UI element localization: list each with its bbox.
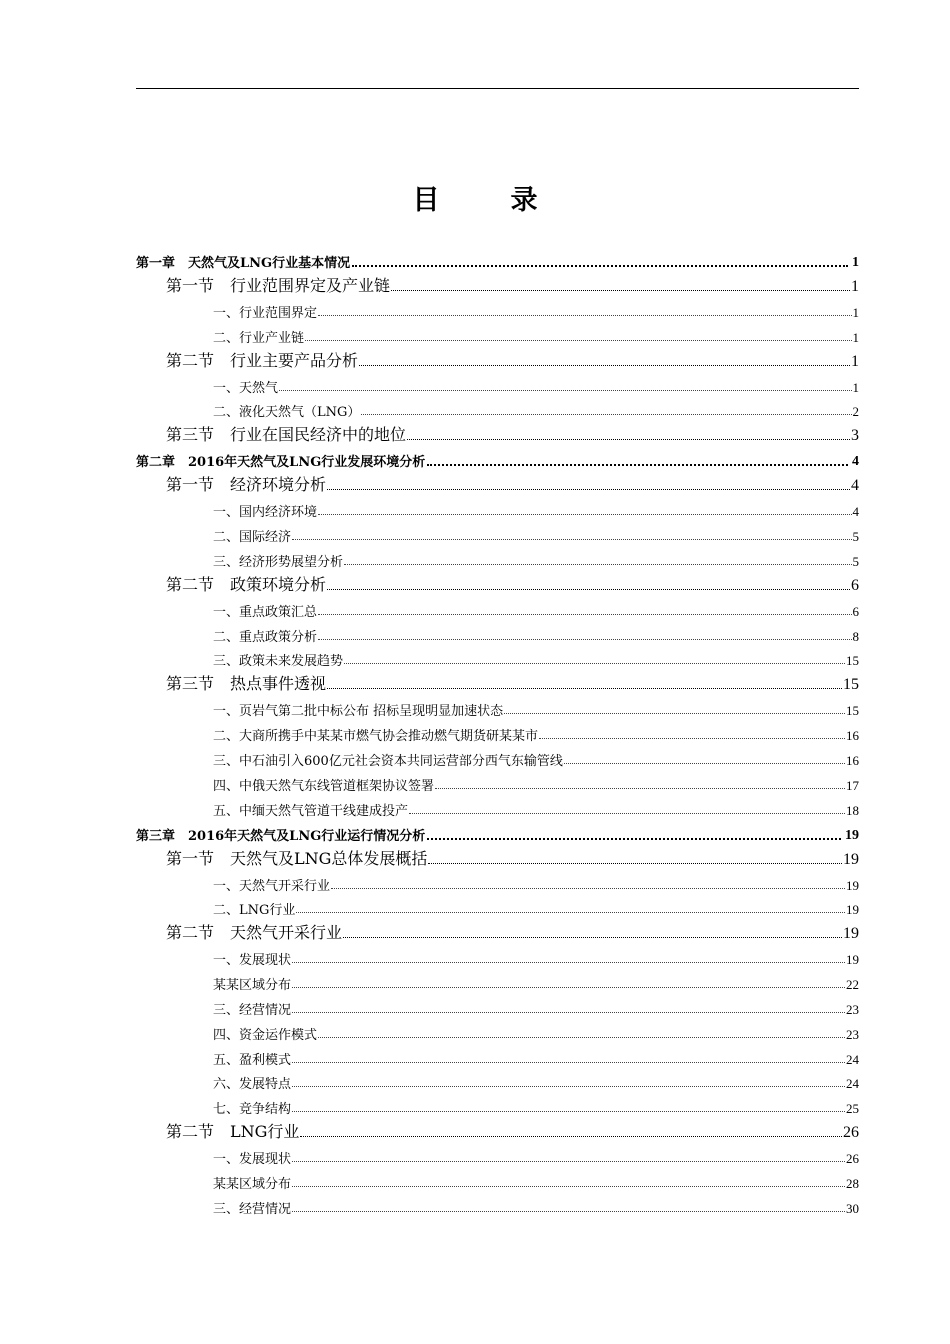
toc-page-number: 6 <box>852 603 859 619</box>
toc-page-number: 1 <box>852 255 859 270</box>
toc-leader-dots <box>296 912 845 913</box>
toc-entry-text: 六、发展特点 <box>213 1077 292 1093</box>
toc-page-number: 16 <box>846 728 859 744</box>
toc-item-entry[interactable] <box>136 794 859 819</box>
toc-page-number: 23 <box>846 1001 859 1017</box>
toc-entry-text: 一、天然气开采行业 <box>213 878 331 894</box>
toc-leader-dots <box>279 390 851 391</box>
toc-page-number: 19 <box>846 877 859 893</box>
toc-leader-dots <box>409 813 845 814</box>
toc-entry-text: 一、国内经济环境 <box>213 505 318 521</box>
toc-page-number: 1 <box>852 304 859 320</box>
toc-entry-text: 二、LNG行业 <box>213 903 296 919</box>
toc-item-entry[interactable] <box>136 645 859 670</box>
toc-section-entry[interactable] <box>136 570 859 595</box>
toc-page-number: 24 <box>846 1051 859 1067</box>
toc-item-entry[interactable] <box>136 520 859 545</box>
toc-page-number: 6 <box>851 576 859 594</box>
toc-leader-dots <box>435 788 845 789</box>
toc-page-number: 4 <box>852 504 859 520</box>
toc-section-entry[interactable] <box>136 420 859 445</box>
toc-page-number: 26 <box>843 1124 859 1142</box>
toc-page-number: 30 <box>846 1200 859 1216</box>
toc-entry-text: 二、行业产业链 <box>213 330 305 346</box>
toc-leader-dots <box>564 763 845 764</box>
toc-entry-text: 第一章 天然气及LNG行业基本情况 <box>136 256 351 271</box>
toc-leader-dots <box>292 1186 845 1187</box>
toc-leader-dots <box>318 315 851 316</box>
toc-leader-dots <box>407 439 850 440</box>
toc-section-entry[interactable] <box>136 346 859 371</box>
toc-leader-dots <box>292 1062 845 1063</box>
toc-page-number: 4 <box>851 477 859 495</box>
toc-leader-dots <box>343 937 842 938</box>
toc-item-entry[interactable] <box>136 744 859 769</box>
toc-leader-dots <box>344 564 851 565</box>
toc-item-entry[interactable] <box>136 296 859 321</box>
toc-entry-text: 一、页岩气第二批中标公布 招标呈现明显加速状态 <box>213 704 504 720</box>
toc-leader-dots <box>292 987 845 988</box>
toc-leader-dots <box>427 838 841 840</box>
toc-item-entry[interactable] <box>136 495 859 520</box>
toc-item-entry[interactable] <box>136 396 859 421</box>
toc-item-entry[interactable] <box>136 1018 859 1043</box>
toc-entry-text: 一、重点政策汇总 <box>213 604 318 620</box>
toc-page-number: 4 <box>852 454 859 470</box>
toc-entry-text: 三、中石油引入600亿元社会资本共同运营部分西气东输管线 <box>213 753 563 769</box>
toc-leader-dots <box>318 1037 845 1038</box>
toc-section-entry[interactable] <box>136 844 859 869</box>
toc-title: 目 录 <box>412 185 560 216</box>
toc-item-entry[interactable] <box>136 993 859 1018</box>
toc-entry-text: 三、经济形势展望分析 <box>213 554 344 570</box>
toc-chapter-entry[interactable] <box>136 819 859 844</box>
toc-entry-text: 一、发展现状 <box>213 1152 292 1168</box>
toc-entry-text: 五、盈利模式 <box>213 1052 292 1068</box>
toc-entry-text: 第一节 行业范围界定及产业链 <box>166 276 391 295</box>
toc-page-number: 16 <box>846 752 859 768</box>
toc-item-entry[interactable] <box>136 968 859 993</box>
toc-leader-dots <box>361 414 851 415</box>
toc-section-entry[interactable] <box>136 1117 859 1142</box>
toc-item-entry[interactable] <box>136 1142 859 1167</box>
toc-chapter-entry[interactable] <box>136 445 859 470</box>
toc-leader-dots <box>539 738 845 739</box>
toc-leader-dots <box>359 365 850 366</box>
toc-page-number: 1 <box>851 278 859 295</box>
toc-leader-dots <box>292 1012 845 1013</box>
toc-item-entry[interactable] <box>136 620 859 645</box>
toc-entry-text: 三、经营情况 <box>213 1201 292 1217</box>
toc-item-entry[interactable] <box>136 943 859 968</box>
toc-entry-text: 二、国际经济 <box>213 530 292 546</box>
toc-entry-text: 三、政策未来发展趋势 <box>213 654 344 670</box>
toc-leader-dots <box>318 514 851 515</box>
toc-entry-text: 第三节 热点事件透视 <box>166 674 327 694</box>
toc-page-number: 8 <box>852 628 859 644</box>
toc-page-number: 3 <box>851 427 859 445</box>
toc-entry-text: 第三章 2016年天然气及LNG行业运行情况分析 <box>136 828 426 844</box>
toc-item-entry[interactable] <box>136 321 859 346</box>
toc-page-number: 1 <box>852 329 859 345</box>
toc-leader-dots <box>292 539 851 540</box>
toc-entry-text: 第二章 2016年天然气及LNG行业发展环境分析 <box>136 455 426 471</box>
toc-entry-text: 四、资金运作模式 <box>213 1027 318 1043</box>
toc-item-entry[interactable] <box>136 1068 859 1093</box>
toc-item-entry[interactable] <box>136 1043 859 1068</box>
header-rule <box>136 88 859 89</box>
toc-entry-text: 某某区域分布 <box>213 978 292 994</box>
toc-section-entry[interactable] <box>136 470 859 495</box>
toc-leader-dots <box>352 265 848 267</box>
toc-page-number: 19 <box>846 952 859 968</box>
toc-leader-dots <box>300 1136 842 1137</box>
toc-leader-dots <box>327 589 850 590</box>
toc-entry-text: 七、竞争结构 <box>213 1102 292 1118</box>
toc-page-number: 24 <box>846 1076 859 1092</box>
toc-entry-text: 二、重点政策分析 <box>213 629 318 645</box>
toc-page-number: 19 <box>843 850 859 868</box>
toc-page-number: 1 <box>852 379 859 395</box>
toc-section-entry[interactable] <box>136 918 859 943</box>
toc-page-number: 17 <box>846 777 859 793</box>
toc-page-number: 1 <box>851 352 859 370</box>
toc-item-entry[interactable] <box>136 894 859 919</box>
toc-entry-text: 第一节 经济环境分析 <box>166 475 327 495</box>
toc-section-entry[interactable] <box>136 271 859 296</box>
toc-entry-text: 某某区域分布 <box>213 1176 292 1192</box>
toc-leader-dots <box>331 888 845 889</box>
toc-item-entry[interactable] <box>136 1192 859 1217</box>
toc-page-number: 25 <box>846 1101 859 1117</box>
toc-item-entry[interactable] <box>136 769 859 794</box>
toc-leader-dots <box>292 1086 845 1087</box>
toc-item-entry[interactable] <box>136 1167 859 1192</box>
toc-page-number: 23 <box>846 1026 859 1042</box>
toc-entry-text: 第二节 LNG行业 <box>166 1122 300 1142</box>
toc-leader-dots <box>292 1111 845 1112</box>
toc-item-entry[interactable] <box>136 719 859 744</box>
toc-entry-text: 一、发展现状 <box>213 953 292 969</box>
toc-page-number: 18 <box>846 802 859 818</box>
toc-item-entry[interactable] <box>136 371 859 396</box>
toc-page-number: 5 <box>852 529 859 545</box>
toc-entry-text: 第二节 行业主要产品分析 <box>166 350 359 370</box>
toc-item-entry[interactable] <box>136 1092 859 1117</box>
toc-section-entry[interactable] <box>136 669 859 694</box>
toc-leader-dots <box>428 863 842 864</box>
toc-leader-dots <box>305 340 851 341</box>
toc-page-number: 19 <box>846 902 859 918</box>
toc-item-entry[interactable] <box>136 694 859 719</box>
toc-page-number: 22 <box>846 977 859 993</box>
toc-leader-dots <box>504 713 845 714</box>
toc-entry-text: 二、液化天然气（LNG） <box>213 405 361 421</box>
toc-item-entry[interactable] <box>136 545 859 570</box>
toc-page-number: 15 <box>846 703 859 719</box>
toc-leader-dots <box>292 962 845 963</box>
toc-page-number: 5 <box>852 553 859 569</box>
toc-entry-text: 四、中俄天然气东线管道框架协议签署 <box>213 778 435 794</box>
toc-leader-dots <box>292 1161 845 1162</box>
toc-entry-text: 第三节 行业在国民经济中的地位 <box>166 425 407 445</box>
toc-entry-text: 一、天然气 <box>213 380 279 396</box>
toc-page-number: 15 <box>843 676 859 694</box>
toc-page-number: 19 <box>843 925 859 943</box>
toc-entry-text: 五、中缅天然气管道干线建成投产 <box>213 803 409 819</box>
toc-page-number: 2 <box>852 404 859 420</box>
toc-page-number: 19 <box>845 827 859 843</box>
toc-leader-dots <box>318 614 851 615</box>
toc-entry-text: 第一节 天然气及LNG总体发展概括 <box>166 848 428 868</box>
toc-entry-text: 三、经营情况 <box>213 1002 292 1018</box>
toc-leader-dots <box>327 489 850 490</box>
toc-page-number: 15 <box>846 653 859 669</box>
toc-leader-dots <box>391 290 850 291</box>
toc-leader-dots <box>318 639 851 640</box>
toc-leader-dots <box>327 688 842 689</box>
table-of-contents <box>136 246 859 1217</box>
toc-leader-dots <box>344 663 845 664</box>
toc-page-number: 28 <box>846 1175 859 1191</box>
toc-entry-text: 一、行业范围界定 <box>213 305 318 321</box>
toc-item-entry[interactable] <box>136 869 859 894</box>
toc-entry-text: 第二节 政策环境分析 <box>166 574 327 594</box>
toc-chapter-entry[interactable] <box>136 246 859 271</box>
toc-page-number: 26 <box>846 1151 859 1167</box>
toc-leader-dots <box>292 1211 845 1212</box>
toc-entry-text: 第二节 天然气开采行业 <box>166 923 343 943</box>
toc-entry-text: 二、大商所携手中某某市燃气协会推动燃气期货研某某市 <box>213 729 539 745</box>
toc-leader-dots <box>427 464 848 466</box>
toc-item-entry[interactable] <box>136 595 859 620</box>
